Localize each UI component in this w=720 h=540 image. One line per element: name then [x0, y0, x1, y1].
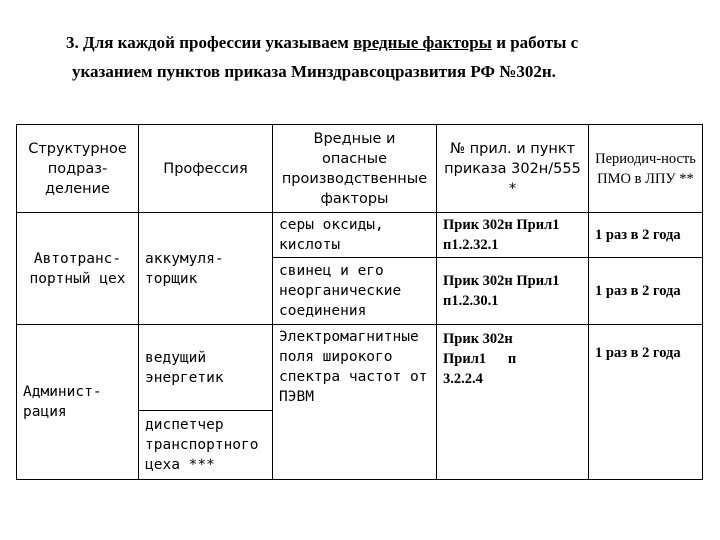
cell-order-3-line3: 3.2.2.4: [443, 371, 483, 387]
header-dept: Структурное подраз-деление: [17, 125, 139, 213]
heading-line2: указанием пунктов приказа Минздравсоцразвития РФ №302н.: [72, 62, 556, 81]
cell-factor-emf: Электромагнитные поля широкого спектра частот от ПЭВМ: [273, 325, 437, 480]
cell-prof-energy: ведущий энергетик: [139, 325, 273, 411]
cell-prof-dispatcher: диспетчер транспортного цеха ***: [139, 411, 273, 480]
cell-order-2: Прик 302н Прил1 п1.2.30.1: [437, 258, 589, 325]
cell-order-3: [437, 325, 589, 480]
cell-order-3-line1: Прик 302н: [443, 331, 513, 347]
header-period: Периодич-ность ПМО в ЛПУ **: [589, 125, 703, 213]
heading-line1-suffix: и работы с: [491, 33, 579, 52]
table-row: [17, 325, 703, 411]
hazard-factors-table: [16, 124, 703, 480]
header-profession: Профессия: [139, 125, 273, 213]
cell-factor-lead: свинец и его неорганические соединения: [273, 258, 437, 325]
cell-order-3-line2: Прил1 п: [443, 351, 517, 367]
cell-dept-transport: Автотранс-портный цех: [17, 213, 139, 325]
cell-factor-sulfur: серы оксиды, кислоты: [273, 213, 437, 258]
table-row: [17, 213, 703, 258]
heading-underlined-phrase: вредные факторы: [353, 33, 492, 52]
table-header-row: [17, 125, 703, 213]
cell-prof-battery: аккумуля-торщик: [139, 213, 273, 325]
header-factors: Вредные и опасные производственные факторы: [273, 125, 437, 213]
cell-period-2: 1 раз в 2 года: [589, 258, 703, 325]
header-order: № прил. и пункт приказа 302н/555 *: [437, 125, 589, 213]
cell-order-1: Прик 302н Прил1 п1.2.32.1: [437, 213, 589, 258]
document-heading: [66, 28, 706, 86]
heading-line1-prefix: 3. Для каждой профессии указываем: [66, 33, 354, 52]
cell-period-1: 1 раз в 2 года: [589, 213, 703, 258]
cell-dept-admin: Админист-рация: [17, 325, 139, 480]
cell-period-3: 1 раз в 2 года: [589, 325, 703, 480]
